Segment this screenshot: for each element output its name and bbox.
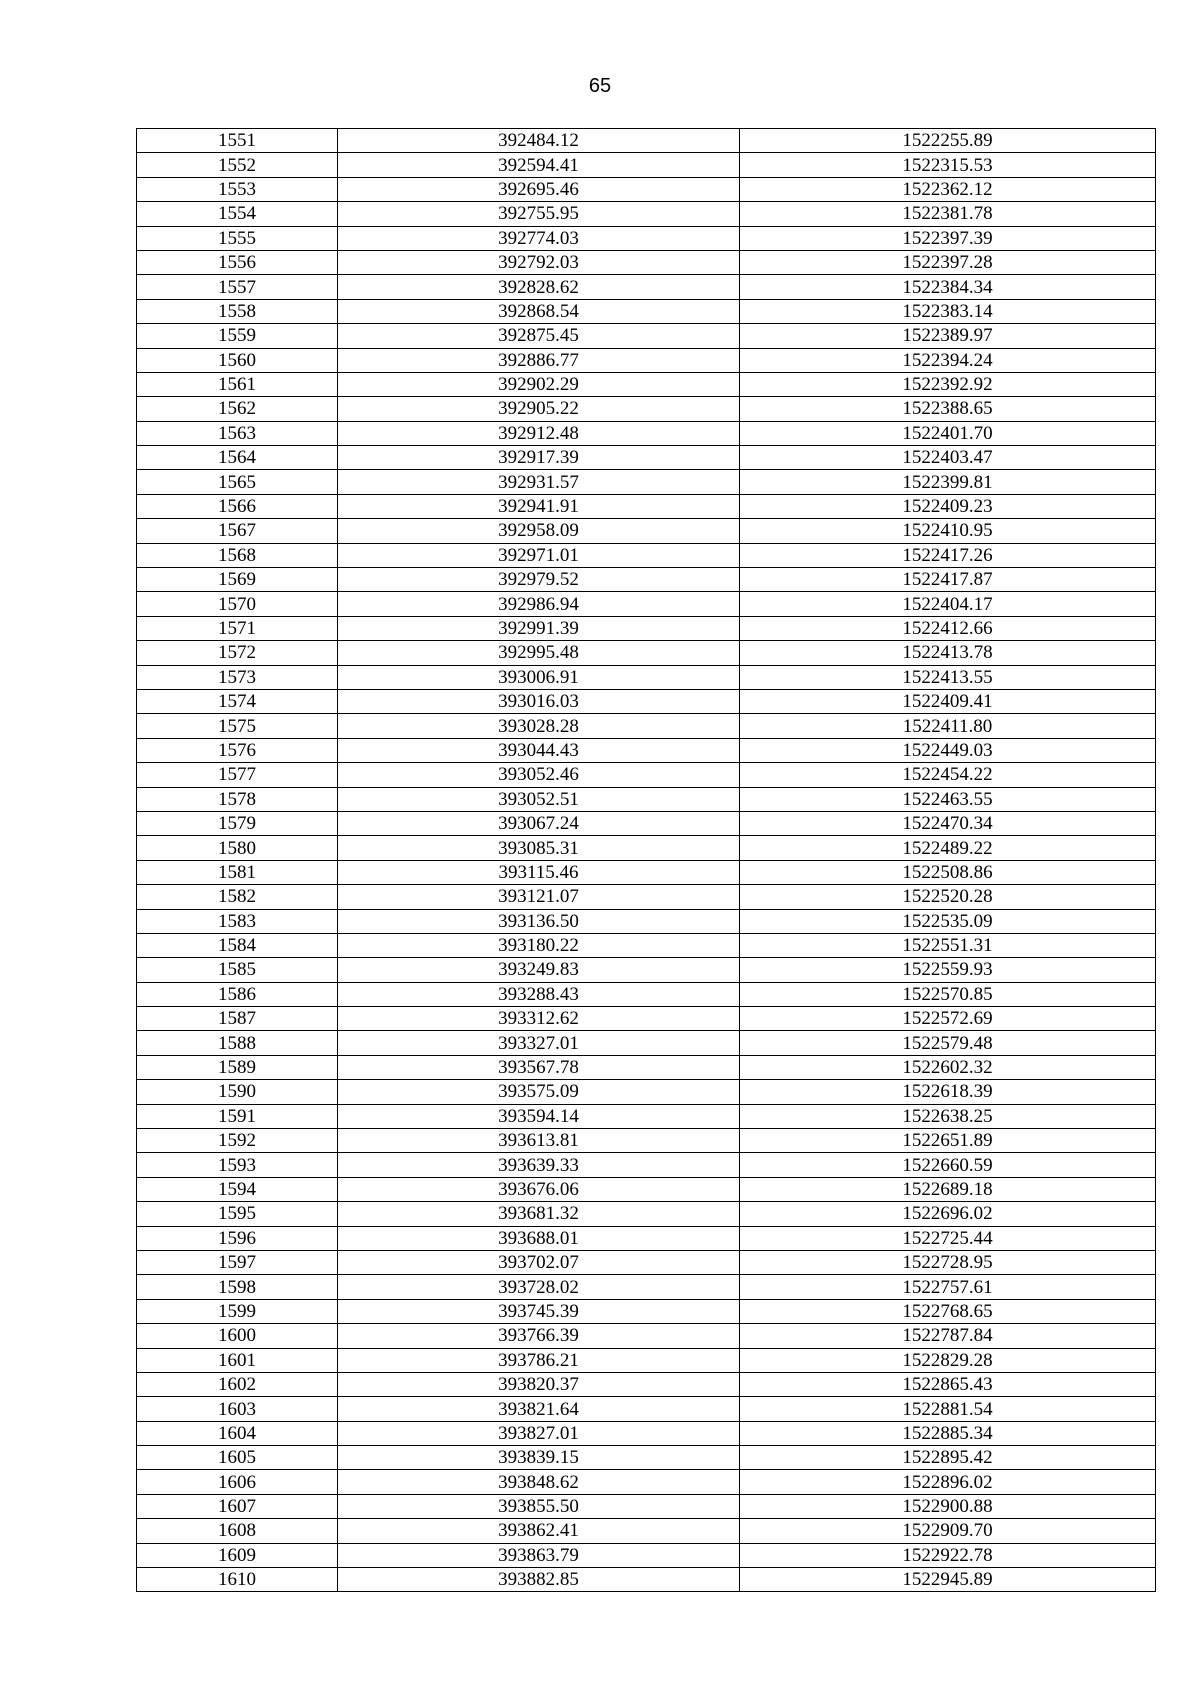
- table-row: [137, 1202, 1156, 1226]
- y-coordinate-cell: 1522489.22: [740, 836, 1156, 860]
- y-coordinate-cell: 1522410.95: [740, 519, 1156, 543]
- y-coordinate-cell: 1522559.93: [740, 958, 1156, 982]
- table-row: [137, 1519, 1156, 1543]
- table-row: [137, 738, 1156, 762]
- x-coordinate-cell: 393681.32: [338, 1202, 740, 1226]
- table-row: [137, 933, 1156, 957]
- y-coordinate-cell: 1522403.47: [740, 446, 1156, 470]
- y-coordinate-cell: 1522896.02: [740, 1470, 1156, 1494]
- point-number-cell: 1591: [137, 1104, 338, 1128]
- point-number-cell: 1599: [137, 1299, 338, 1323]
- x-coordinate-cell: 393786.21: [338, 1348, 740, 1372]
- point-number-cell: 1598: [137, 1275, 338, 1299]
- point-number-cell: 1579: [137, 811, 338, 835]
- x-coordinate-cell: 393575.09: [338, 1080, 740, 1104]
- y-coordinate-cell: 1522409.23: [740, 494, 1156, 518]
- y-coordinate-cell: 1522602.32: [740, 1055, 1156, 1079]
- y-coordinate-cell: 1522463.55: [740, 787, 1156, 811]
- y-coordinate-cell: 1522881.54: [740, 1397, 1156, 1421]
- y-coordinate-cell: 1522315.53: [740, 153, 1156, 177]
- coordinates-table-body: [137, 129, 1156, 1592]
- x-coordinate-cell: 392886.77: [338, 348, 740, 372]
- x-coordinate-cell: 392774.03: [338, 226, 740, 250]
- y-coordinate-cell: 1522757.61: [740, 1275, 1156, 1299]
- table-row: [137, 592, 1156, 616]
- table-row: [137, 836, 1156, 860]
- x-coordinate-cell: 392986.94: [338, 592, 740, 616]
- table-row: [137, 1031, 1156, 1055]
- table-row: [137, 543, 1156, 567]
- point-number-cell: 1564: [137, 446, 338, 470]
- table-row: [137, 1470, 1156, 1494]
- y-coordinate-cell: 1522895.42: [740, 1446, 1156, 1470]
- x-coordinate-cell: 393016.03: [338, 689, 740, 713]
- x-coordinate-cell: 393821.64: [338, 1397, 740, 1421]
- table-row: [137, 1372, 1156, 1396]
- table-row: [137, 982, 1156, 1006]
- table-row: [137, 1104, 1156, 1128]
- y-coordinate-cell: 1522520.28: [740, 885, 1156, 909]
- y-coordinate-cell: 1522651.89: [740, 1129, 1156, 1153]
- point-number-cell: 1602: [137, 1372, 338, 1396]
- x-coordinate-cell: 392991.39: [338, 616, 740, 640]
- y-coordinate-cell: 1522362.12: [740, 177, 1156, 201]
- point-number-cell: 1565: [137, 470, 338, 494]
- table-row: [137, 177, 1156, 201]
- y-coordinate-cell: 1522389.97: [740, 324, 1156, 348]
- point-number-cell: 1610: [137, 1568, 338, 1592]
- y-coordinate-cell: 1522725.44: [740, 1226, 1156, 1250]
- x-coordinate-cell: 392917.39: [338, 446, 740, 470]
- point-number-cell: 1555: [137, 226, 338, 250]
- y-coordinate-cell: 1522454.22: [740, 763, 1156, 787]
- point-number-cell: 1570: [137, 592, 338, 616]
- x-coordinate-cell: 392828.62: [338, 275, 740, 299]
- y-coordinate-cell: 1522885.34: [740, 1421, 1156, 1445]
- x-coordinate-cell: 393827.01: [338, 1421, 740, 1445]
- y-coordinate-cell: 1522638.25: [740, 1104, 1156, 1128]
- x-coordinate-cell: 393728.02: [338, 1275, 740, 1299]
- y-coordinate-cell: 1522384.34: [740, 275, 1156, 299]
- point-number-cell: 1561: [137, 372, 338, 396]
- x-coordinate-cell: 392931.57: [338, 470, 740, 494]
- x-coordinate-cell: 392995.48: [338, 641, 740, 665]
- point-number-cell: 1597: [137, 1250, 338, 1274]
- table-row: [137, 689, 1156, 713]
- y-coordinate-cell: 1522413.78: [740, 641, 1156, 665]
- y-coordinate-cell: 1522409.41: [740, 689, 1156, 713]
- y-coordinate-cell: 1522865.43: [740, 1372, 1156, 1396]
- x-coordinate-cell: 393882.85: [338, 1568, 740, 1592]
- point-number-cell: 1551: [137, 129, 338, 153]
- table-row: [137, 568, 1156, 592]
- point-number-cell: 1574: [137, 689, 338, 713]
- table-row: [137, 1153, 1156, 1177]
- x-coordinate-cell: 393085.31: [338, 836, 740, 860]
- x-coordinate-cell: 393115.46: [338, 860, 740, 884]
- x-coordinate-cell: 393863.79: [338, 1543, 740, 1567]
- point-number-cell: 1571: [137, 616, 338, 640]
- table-row: [137, 1177, 1156, 1201]
- point-number-cell: 1553: [137, 177, 338, 201]
- table-row: [137, 129, 1156, 153]
- point-number-cell: 1587: [137, 1007, 338, 1031]
- point-number-cell: 1557: [137, 275, 338, 299]
- y-coordinate-cell: 1522401.70: [740, 421, 1156, 445]
- y-coordinate-cell: 1522572.69: [740, 1007, 1156, 1031]
- y-coordinate-cell: 1522413.55: [740, 665, 1156, 689]
- point-number-cell: 1578: [137, 787, 338, 811]
- x-coordinate-cell: 392971.01: [338, 543, 740, 567]
- y-coordinate-cell: 1522570.85: [740, 982, 1156, 1006]
- point-number-cell: 1567: [137, 519, 338, 543]
- x-coordinate-cell: 392868.54: [338, 299, 740, 323]
- table-row: [137, 1421, 1156, 1445]
- table-row: [137, 421, 1156, 445]
- x-coordinate-cell: 393327.01: [338, 1031, 740, 1055]
- point-number-cell: 1588: [137, 1031, 338, 1055]
- table-row: [137, 250, 1156, 274]
- x-coordinate-cell: 392941.91: [338, 494, 740, 518]
- x-coordinate-cell: 393676.06: [338, 1177, 740, 1201]
- x-coordinate-cell: 392484.12: [338, 129, 740, 153]
- x-coordinate-cell: 393613.81: [338, 1129, 740, 1153]
- point-number-cell: 1558: [137, 299, 338, 323]
- y-coordinate-cell: 1522551.31: [740, 933, 1156, 957]
- x-coordinate-cell: 392594.41: [338, 153, 740, 177]
- y-coordinate-cell: 1522381.78: [740, 202, 1156, 226]
- y-coordinate-cell: 1522255.89: [740, 129, 1156, 153]
- point-number-cell: 1575: [137, 714, 338, 738]
- y-coordinate-cell: 1522909.70: [740, 1519, 1156, 1543]
- table-row: [137, 397, 1156, 421]
- y-coordinate-cell: 1522579.48: [740, 1031, 1156, 1055]
- x-coordinate-cell: 392792.03: [338, 250, 740, 274]
- y-coordinate-cell: 1522829.28: [740, 1348, 1156, 1372]
- point-number-cell: 1604: [137, 1421, 338, 1445]
- point-number-cell: 1594: [137, 1177, 338, 1201]
- y-coordinate-cell: 1522535.09: [740, 909, 1156, 933]
- point-number-cell: 1569: [137, 568, 338, 592]
- x-coordinate-cell: 393862.41: [338, 1519, 740, 1543]
- x-coordinate-cell: 392902.29: [338, 372, 740, 396]
- x-coordinate-cell: 392905.22: [338, 397, 740, 421]
- y-coordinate-cell: 1522470.34: [740, 811, 1156, 835]
- table-row: [137, 1543, 1156, 1567]
- point-number-cell: 1603: [137, 1397, 338, 1421]
- point-number-cell: 1607: [137, 1494, 338, 1518]
- x-coordinate-cell: 393288.43: [338, 982, 740, 1006]
- x-coordinate-cell: 393312.62: [338, 1007, 740, 1031]
- point-number-cell: 1573: [137, 665, 338, 689]
- x-coordinate-cell: 393688.01: [338, 1226, 740, 1250]
- table-row: [137, 1275, 1156, 1299]
- point-number-cell: 1589: [137, 1055, 338, 1079]
- point-number-cell: 1576: [137, 738, 338, 762]
- table-row: [137, 1494, 1156, 1518]
- y-coordinate-cell: 1522900.88: [740, 1494, 1156, 1518]
- x-coordinate-cell: 393855.50: [338, 1494, 740, 1518]
- y-coordinate-cell: 1522508.86: [740, 860, 1156, 884]
- y-coordinate-cell: 1522411.80: [740, 714, 1156, 738]
- point-number-cell: 1552: [137, 153, 338, 177]
- y-coordinate-cell: 1522399.81: [740, 470, 1156, 494]
- x-coordinate-cell: 393180.22: [338, 933, 740, 957]
- point-number-cell: 1584: [137, 933, 338, 957]
- y-coordinate-cell: 1522412.66: [740, 616, 1156, 640]
- y-coordinate-cell: 1522417.26: [740, 543, 1156, 567]
- table-row: [137, 1080, 1156, 1104]
- point-number-cell: 1595: [137, 1202, 338, 1226]
- table-row: [137, 299, 1156, 323]
- y-coordinate-cell: 1522404.17: [740, 592, 1156, 616]
- page-number: 65: [588, 75, 612, 97]
- x-coordinate-cell: 393639.33: [338, 1153, 740, 1177]
- x-coordinate-cell: 393028.28: [338, 714, 740, 738]
- x-coordinate-cell: 393006.91: [338, 665, 740, 689]
- point-number-cell: 1556: [137, 250, 338, 274]
- table-row: [137, 1007, 1156, 1031]
- y-coordinate-cell: 1522417.87: [740, 568, 1156, 592]
- x-coordinate-cell: 393594.14: [338, 1104, 740, 1128]
- point-number-cell: 1581: [137, 860, 338, 884]
- point-number-cell: 1572: [137, 641, 338, 665]
- point-number-cell: 1563: [137, 421, 338, 445]
- y-coordinate-cell: 1522660.59: [740, 1153, 1156, 1177]
- table-row: [137, 1226, 1156, 1250]
- x-coordinate-cell: 393702.07: [338, 1250, 740, 1274]
- x-coordinate-cell: 393839.15: [338, 1446, 740, 1470]
- point-number-cell: 1577: [137, 763, 338, 787]
- y-coordinate-cell: 1522392.92: [740, 372, 1156, 396]
- table-row: [137, 348, 1156, 372]
- point-number-cell: 1580: [137, 836, 338, 860]
- point-number-cell: 1601: [137, 1348, 338, 1372]
- point-number-cell: 1560: [137, 348, 338, 372]
- table-row: [137, 1055, 1156, 1079]
- point-number-cell: 1582: [137, 885, 338, 909]
- table-row: [137, 1446, 1156, 1470]
- x-coordinate-cell: 393067.24: [338, 811, 740, 835]
- point-number-cell: 1566: [137, 494, 338, 518]
- table-row: [137, 446, 1156, 470]
- point-number-cell: 1586: [137, 982, 338, 1006]
- table-row: [137, 275, 1156, 299]
- x-coordinate-cell: 392912.48: [338, 421, 740, 445]
- table-row: [137, 1129, 1156, 1153]
- x-coordinate-cell: 392695.46: [338, 177, 740, 201]
- table-row: [137, 860, 1156, 884]
- point-number-cell: 1600: [137, 1324, 338, 1348]
- table-row: [137, 372, 1156, 396]
- point-number-cell: 1608: [137, 1519, 338, 1543]
- x-coordinate-cell: 393052.51: [338, 787, 740, 811]
- point-number-cell: 1583: [137, 909, 338, 933]
- table-row: [137, 1299, 1156, 1323]
- point-number-cell: 1605: [137, 1446, 338, 1470]
- y-coordinate-cell: 1522696.02: [740, 1202, 1156, 1226]
- x-coordinate-cell: 392875.45: [338, 324, 740, 348]
- table-row: [137, 1348, 1156, 1372]
- x-coordinate-cell: 393121.07: [338, 885, 740, 909]
- table-row: [137, 1568, 1156, 1592]
- table-row: [137, 641, 1156, 665]
- x-coordinate-cell: 393820.37: [338, 1372, 740, 1396]
- table-row: [137, 787, 1156, 811]
- point-number-cell: 1590: [137, 1080, 338, 1104]
- y-coordinate-cell: 1522397.28: [740, 250, 1156, 274]
- table-row: [137, 665, 1156, 689]
- table-row: [137, 714, 1156, 738]
- y-coordinate-cell: 1522728.95: [740, 1250, 1156, 1274]
- table-row: [137, 1397, 1156, 1421]
- table-row: [137, 958, 1156, 982]
- x-coordinate-cell: 393848.62: [338, 1470, 740, 1494]
- x-coordinate-cell: 393745.39: [338, 1299, 740, 1323]
- y-coordinate-cell: 1522383.14: [740, 299, 1156, 323]
- table-row: [137, 909, 1156, 933]
- table-row: [137, 153, 1156, 177]
- point-number-cell: 1554: [137, 202, 338, 226]
- y-coordinate-cell: 1522394.24: [740, 348, 1156, 372]
- table-row: [137, 470, 1156, 494]
- x-coordinate-cell: 393044.43: [338, 738, 740, 762]
- y-coordinate-cell: 1522945.89: [740, 1568, 1156, 1592]
- table-row: [137, 811, 1156, 835]
- point-number-cell: 1562: [137, 397, 338, 421]
- x-coordinate-cell: 393052.46: [338, 763, 740, 787]
- table-row: [137, 763, 1156, 787]
- y-coordinate-cell: 1522618.39: [740, 1080, 1156, 1104]
- x-coordinate-cell: 392958.09: [338, 519, 740, 543]
- point-number-cell: 1609: [137, 1543, 338, 1567]
- y-coordinate-cell: 1522922.78: [740, 1543, 1156, 1567]
- table-row: [137, 519, 1156, 543]
- table-row: [137, 494, 1156, 518]
- point-number-cell: 1568: [137, 543, 338, 567]
- table-row: [137, 885, 1156, 909]
- x-coordinate-cell: 392755.95: [338, 202, 740, 226]
- y-coordinate-cell: 1522388.65: [740, 397, 1156, 421]
- point-number-cell: 1559: [137, 324, 338, 348]
- table-row: [137, 1324, 1156, 1348]
- point-number-cell: 1593: [137, 1153, 338, 1177]
- x-coordinate-cell: 393249.83: [338, 958, 740, 982]
- point-number-cell: 1585: [137, 958, 338, 982]
- x-coordinate-cell: 393766.39: [338, 1324, 740, 1348]
- table-row: [137, 324, 1156, 348]
- table-row: [137, 226, 1156, 250]
- point-number-cell: 1606: [137, 1470, 338, 1494]
- point-number-cell: 1592: [137, 1129, 338, 1153]
- x-coordinate-cell: 393567.78: [338, 1055, 740, 1079]
- y-coordinate-cell: 1522449.03: [740, 738, 1156, 762]
- coordinates-table: [136, 128, 1156, 1592]
- x-coordinate-cell: 393136.50: [338, 909, 740, 933]
- table-row: [137, 1250, 1156, 1274]
- y-coordinate-cell: 1522397.39: [740, 226, 1156, 250]
- y-coordinate-cell: 1522689.18: [740, 1177, 1156, 1201]
- table-row: [137, 616, 1156, 640]
- y-coordinate-cell: 1522768.65: [740, 1299, 1156, 1323]
- table-row: [137, 202, 1156, 226]
- y-coordinate-cell: 1522787.84: [740, 1324, 1156, 1348]
- x-coordinate-cell: 392979.52: [338, 568, 740, 592]
- point-number-cell: 1596: [137, 1226, 338, 1250]
